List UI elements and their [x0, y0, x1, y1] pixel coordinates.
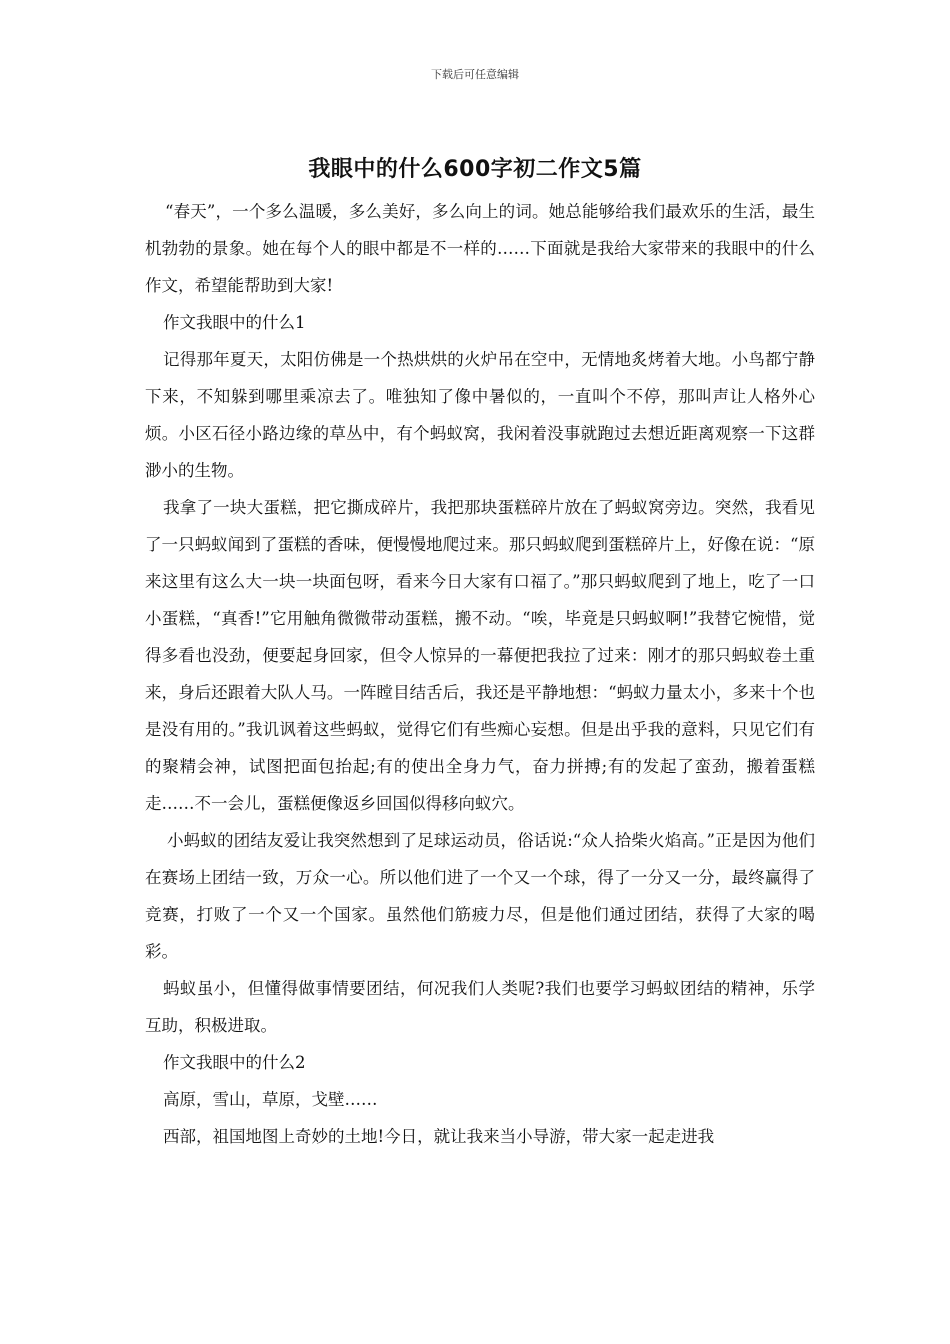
paragraph: 西部，祖国地图上奇妙的土地!今日，就让我来当小导游，带大家一起走进我 — [163, 1127, 715, 1146]
paragraph: 小蚂蚁的团结友爱让我突然想到了足球运动员，俗话说:“众人拾柴火焰高。”正是因为他们在赛场上团结一致，万众一心。所以他们进了一个又一个球，得了一分又一分，最终赢得了竞赛，打败了一个又一个国家。虽然他们筋疲力尽，但是他们通过团结，获得了大家的喝彩。 — [145, 831, 815, 961]
section-heading-1: 作文我眼中的什么1 — [163, 313, 306, 332]
paragraph: 记得那年夏天，太阳仿佛是一个热烘烘的火炉吊在空中，无情地炙烤着大地。小鸟都宁静下来，不知躲到哪里乘凉去了。唯独知了像中暑似的，一直叫个不停，那叫声让人格外心烦。小区石径小路边缘的草丛中，有个蚂蚁窝，我闲着没事就跑过去想近距离观察一下这群渺小的生物。 — [145, 350, 815, 480]
intro-paragraph: “春天”，一个多么温暖，多么美好，多么向上的词。她总能够给我们最欢乐的生活，最生机勃勃的景象。她在每个人的眼中都是不一样的……下面就是我给大家带来的我眼中的什么作文，希望能帮助到大家! — [145, 202, 815, 295]
document-title: 我眼中的什么600字初二作文5篇 — [308, 157, 642, 182]
paragraph: 我拿了一块大蛋糕，把它撕成碎片，我把那块蛋糕碎片放在了蚂蚁窝旁边。突然，我看见了一只蚂蚁闻到了蛋糕的香味，便慢慢地爬过来。那只蚂蚁爬到蛋糕碎片上，好像在说：“原来这里有这么大一块一块面包呀，看来今日大家有口福了。”那只蚂蚁爬到了地上，吃了一口小蛋糕，“真香!”它用触角微微带动蛋糕，搬不动。“唉，毕竟是只蚂蚁啊!”我替它惋惜，觉得多看也没劲，便要起身回家，但令人惊异的一幕便把我拉了过来：刚才的那只蚂蚁卷土重来，身后还跟着大队人马。一阵瞠目结舌后，我还是平静地想：“蚂蚁力量太小，多来十个也是没有用的。”我讥讽着这些蚂蚁，觉得它们有些痴心妄想。但是出乎我的意料，只见它们有的聚精会神，试图把面包抬起;有的使出全身力气，奋力拼搏;有的发起了蛮劲，搬着蛋糕走……不一会儿，蛋糕便像返乡回国似得移向蚁穴。 — [145, 498, 815, 813]
page-header: 下载后可任意编辑 — [431, 68, 519, 81]
paragraph: 高原，雪山，草原，戈壁…… — [163, 1090, 378, 1109]
paragraph: 蚂蚁虽小，但懂得做事情要团结，何况我们人类呢?我们也要学习蚂蚁团结的精神，乐学互助，积极进取。 — [145, 979, 815, 1035]
section-heading-2: 作文我眼中的什么2 — [163, 1053, 306, 1072]
document-body — [145, 193, 815, 1155]
